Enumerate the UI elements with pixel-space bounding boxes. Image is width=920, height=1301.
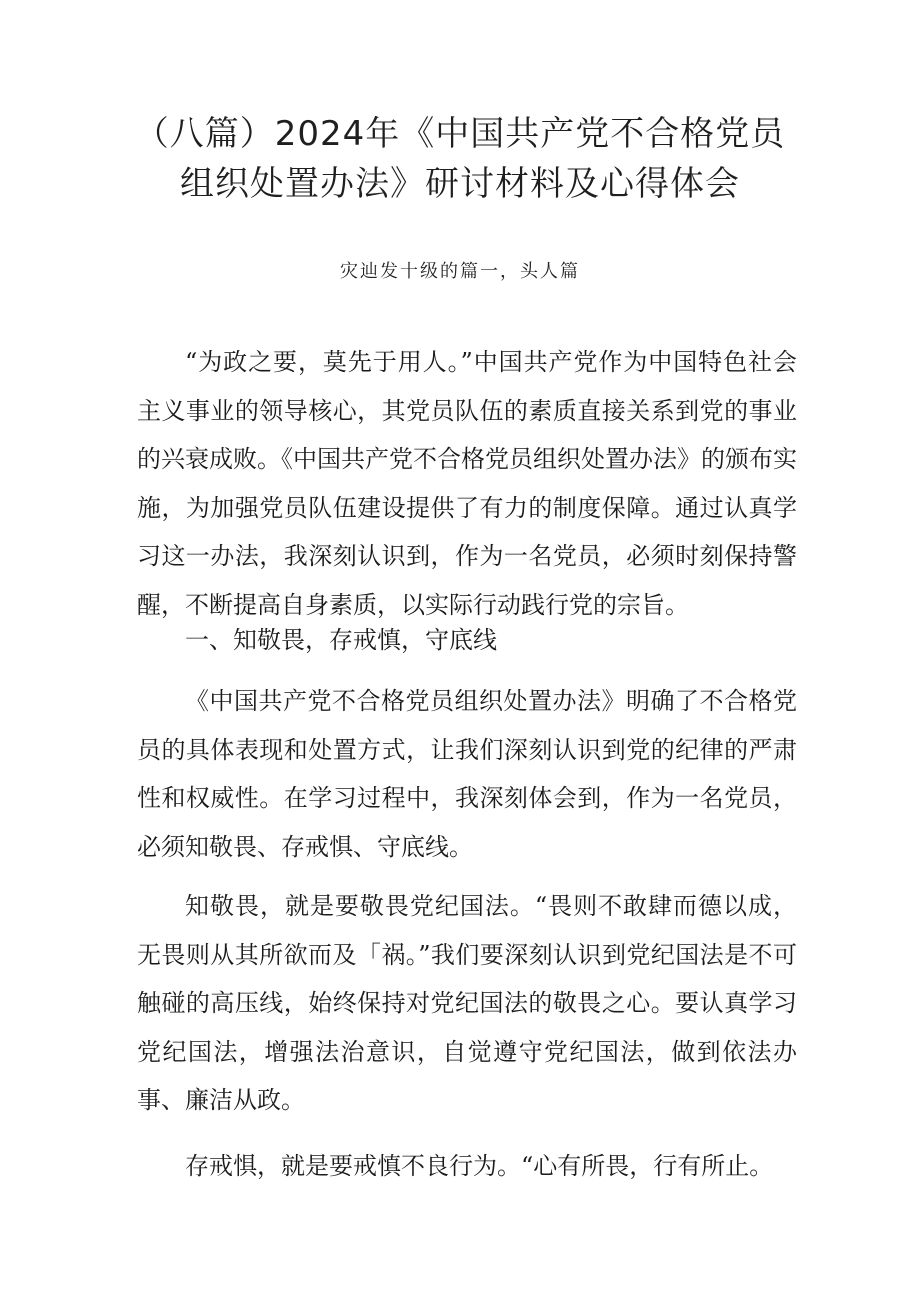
section1-paragraph-3: 存戒惧，就是要戒慎不良行为。“心有所畏，行有所止。 xyxy=(185,1152,774,1180)
document-title-line-2: 组织处置办法》研讨材料及心得体会 xyxy=(180,164,740,204)
section1-paragraph-1: 《中国共产党不合格党员组织处置办法》明确了不合格党员的具体表现和处置方式，让我们深刻认识到党的纪律的严肃性和权威性。在学习过程中，我深刻体会到，作为一名党员，必须知敬畏、存戒惧、守底线。 xyxy=(137,687,797,861)
intro-paragraph: “为政之要，莫先于用人。”中国共产党作为中国特色社会主义事业的领导核心，其党员队伍的素质直接关系到党的事业的兴衰成败。《中国共产党不合格党员组织处置办法》的颁布实施，为加强党员队伍建设提供了有力的制度保障。通过认真学习这一办法，我深刻认识到，作为一名党员，必须时刻保持警醒，不断提高自身素质，以实际行动践行党的宗旨。 xyxy=(137,348,797,619)
document-title-line-1: （八篇）2024年《中国共产党不合格党员 xyxy=(134,114,786,154)
document-subtitle: 灾辿发十级的篇一，头人篇 xyxy=(340,261,580,282)
section1-paragraph-2: 知敬畏，就是要敬畏党纪国法。“畏则不敢肆而德以成，无畏则从其所欲而及「祸。”我们要深刻认识到党纪国法是不可触碰的高压线，始终保持对党纪国法的敬畏之心。要认真学习党纪国法，增强法治意识，自觉遵守党纪国法，做到依法办事、廉洁从政。 xyxy=(137,892,797,1114)
section-heading-1: 一、知敬畏，存戒慎，守底线 xyxy=(185,626,497,654)
